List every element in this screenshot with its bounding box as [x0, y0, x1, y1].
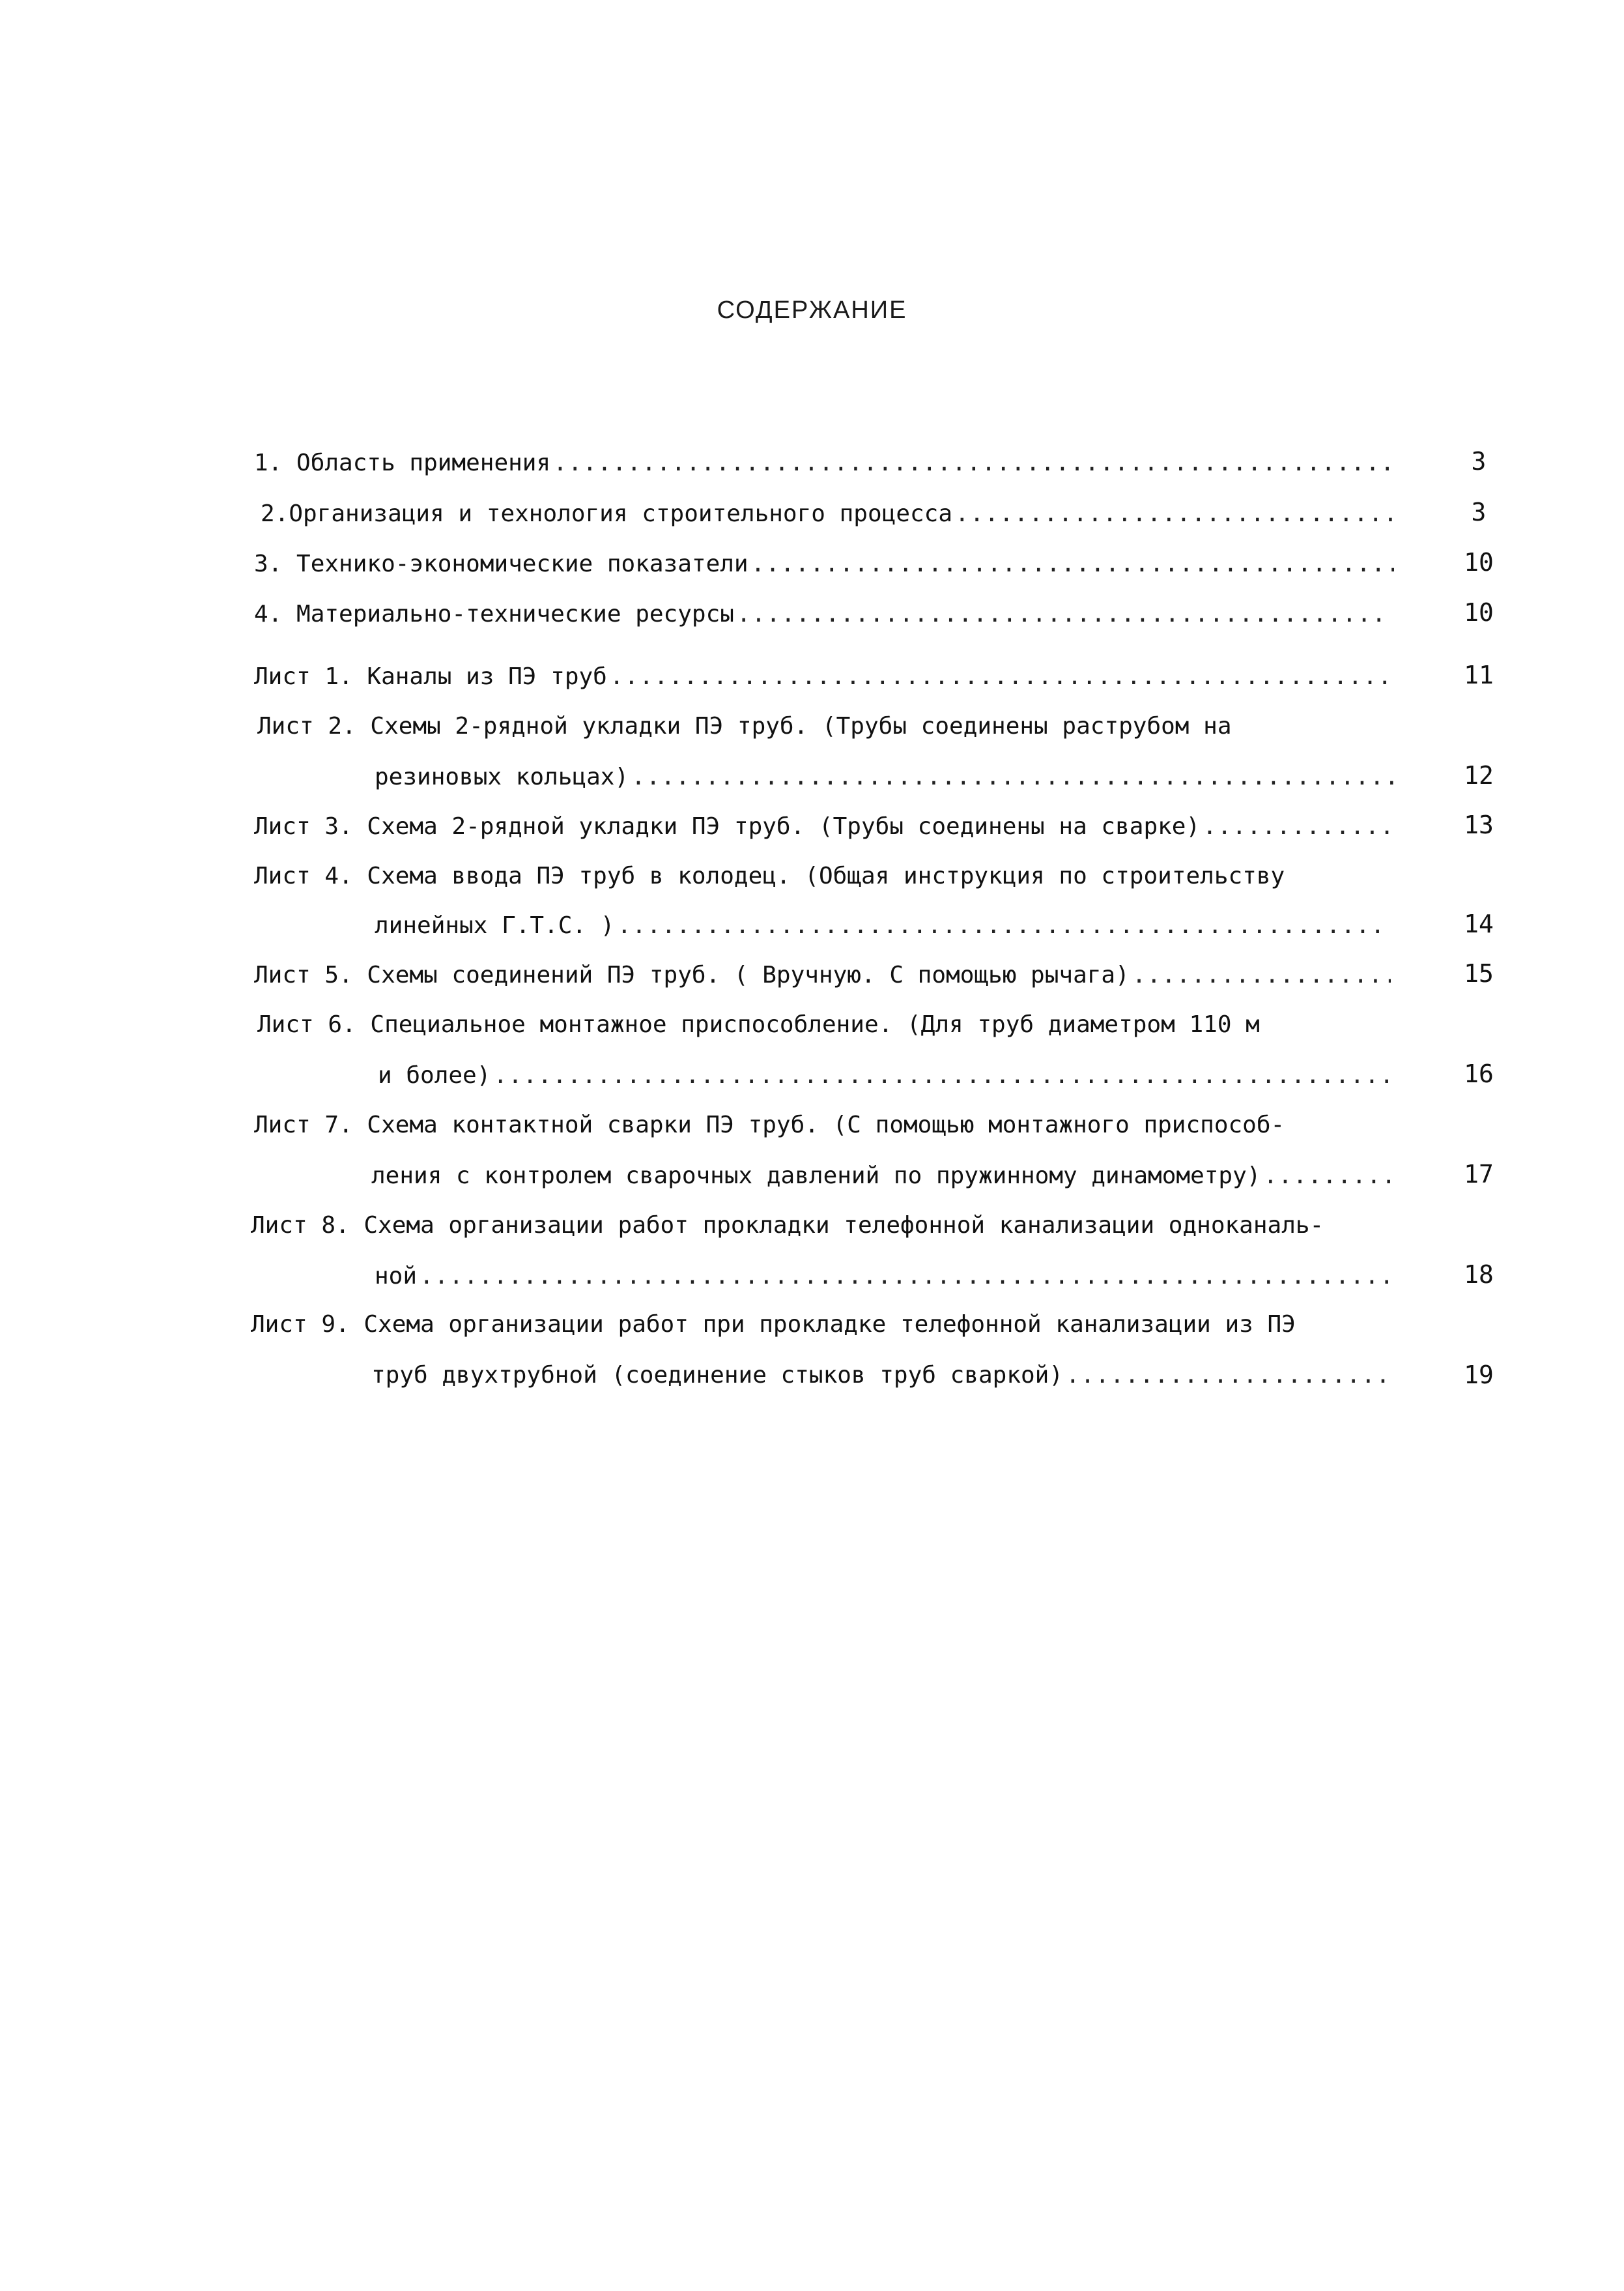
- toc-entry: [254, 450, 1401, 476]
- toc-entry-text: Лист 8. Схема организации работ прокладки телефонной канализации одноканаль-: [251, 1212, 1324, 1239]
- leader-dots: [751, 551, 1394, 577]
- leader-dots: [1132, 962, 1391, 988]
- toc-entry-text: Лист 2. Схемы 2-рядной укладки ПЭ труб. (Трубы соединены раструбом на: [257, 713, 1232, 740]
- toc-entry-text: Лист 9. Схема организации работ при прокладке телефонной канализации из ПЭ: [251, 1311, 1296, 1338]
- toc-page-number: 11: [1464, 661, 1494, 689]
- toc-page-number: 14: [1464, 910, 1494, 938]
- toc-entry-text: Лист 7. Схема контактной сварки ПЭ труб. (С помощью монтажного приспособ-: [254, 1112, 1285, 1138]
- leader-dots: [420, 1263, 1397, 1290]
- toc-entry-text-continued: и более): [378, 1062, 491, 1089]
- toc-page-number: 15: [1464, 959, 1494, 988]
- toc-entry-text: 2.Организация и технология строительного процесса: [261, 500, 953, 527]
- leader-dots: [617, 912, 1391, 939]
- toc-page-number: 12: [1464, 761, 1494, 790]
- toc-page-number: 18: [1464, 1260, 1494, 1289]
- leader-dots: [737, 601, 1391, 627]
- toc-entry: [254, 813, 1397, 840]
- leader-dots: [1263, 1162, 1397, 1189]
- leader-dots: [631, 764, 1394, 790]
- leader-dots: [1203, 813, 1397, 840]
- leader-dots: [955, 500, 1401, 527]
- toc-entry: [371, 1362, 1388, 1389]
- toc-entry: [254, 551, 1394, 577]
- toc-entry: [261, 500, 1401, 527]
- toc-entry-text: Лист 5. Схемы соединений ПЭ труб. ( Вручную. С помощью рычага): [254, 962, 1130, 988]
- toc-page-number: 16: [1464, 1059, 1494, 1088]
- toc-entry-text: Лист 3. Схема 2-рядной укладки ПЭ труб. (Трубы соединены на сварке): [254, 813, 1201, 840]
- toc-entry-text-continued: труб двухтрубной (соединение стыков труб сваркой): [371, 1362, 1064, 1389]
- toc-page-number: 13: [1464, 811, 1494, 839]
- toc-page-number: 10: [1464, 598, 1494, 627]
- toc-entry: [375, 764, 1394, 790]
- toc-entry-text: Лист 6. Специальное монтажное приспособление. (Для труб диаметром 110 м: [257, 1011, 1260, 1038]
- page-title: СОДЕРЖАНИЕ: [717, 296, 907, 324]
- toc-entry-text: 4. Материально-технические ресурсы: [254, 601, 734, 627]
- toc-entry: [375, 1263, 1397, 1290]
- leader-dots: [553, 450, 1401, 476]
- leader-dots: [1066, 1362, 1388, 1389]
- toc-entry-text-continued: ления с контролем сварочных давлений по пружинному динамометру): [371, 1162, 1261, 1189]
- toc-entry: [378, 1062, 1391, 1089]
- toc-entry-text: Лист 4. Схема ввода ПЭ труб в колодец. (Общая инструкция по строительству: [254, 863, 1285, 889]
- toc-entry-text: 3. Технико-экономические показатели: [254, 551, 748, 577]
- toc-page-number: 17: [1464, 1160, 1494, 1189]
- toc-page-number: 10: [1464, 548, 1494, 577]
- toc-entry: [254, 962, 1391, 988]
- toc-entry-text-continued: линейных Г.Т.С. ): [375, 912, 615, 939]
- toc-entry: [254, 663, 1394, 690]
- leader-dots: [493, 1062, 1391, 1089]
- toc-entry-text: 1. Область применения: [254, 450, 551, 476]
- toc-page-number: 19: [1464, 1361, 1494, 1389]
- toc-entry: [371, 1162, 1397, 1189]
- leader-dots: [610, 663, 1394, 690]
- toc-entry: [375, 912, 1391, 939]
- toc-entry: [254, 601, 1391, 627]
- toc-entry-text-continued: ной: [375, 1263, 418, 1290]
- toc-page-number: 3: [1471, 498, 1487, 526]
- toc-entry-text-continued: резиновых кольцах): [375, 764, 629, 790]
- toc-page-number: 3: [1471, 447, 1487, 476]
- toc-entry-text: Лист 1. Каналы из ПЭ труб: [254, 663, 607, 690]
